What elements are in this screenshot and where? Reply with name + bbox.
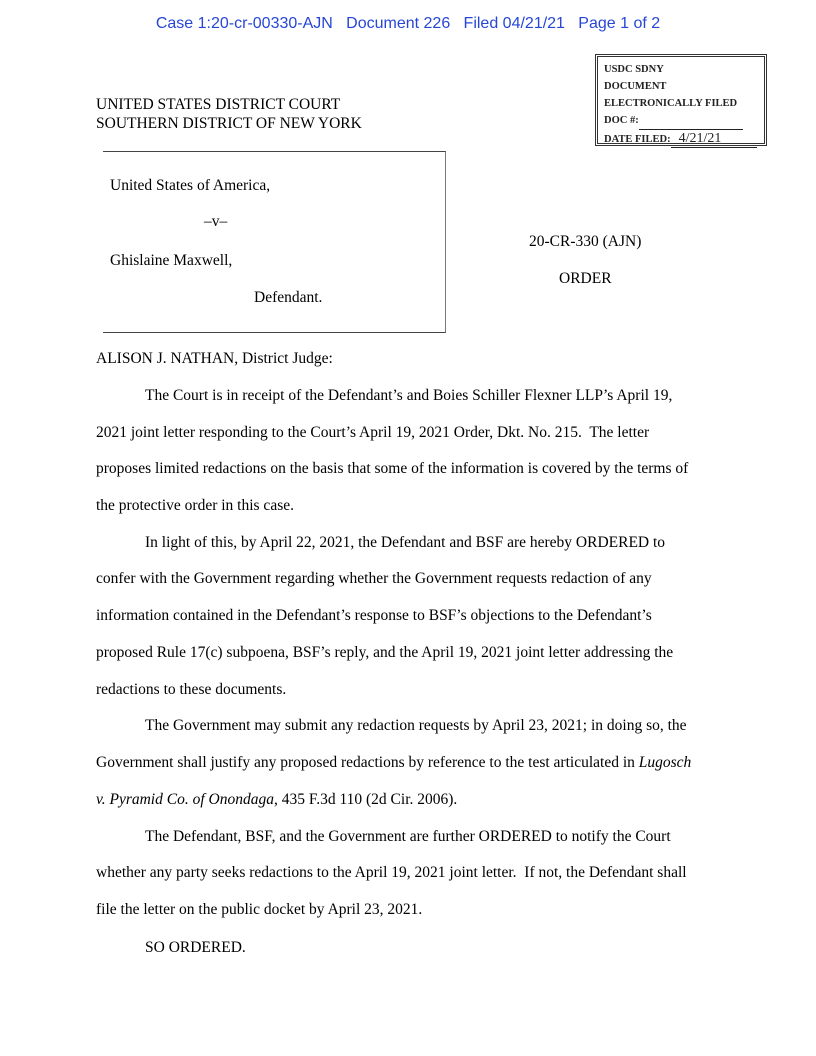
body-line: information contained in the Defendant’s response to BSF’s objections to the Defendant’s — [96, 607, 652, 624]
plaintiff: United States of America, — [110, 177, 271, 194]
closing: SO ORDERED. — [145, 939, 246, 956]
body-line: the protective order in this case. — [96, 497, 294, 514]
body-line: whether any party seeks redactions to the April 19, 2021 joint letter. If not, the Defendant shall — [96, 864, 687, 881]
case-number: 20-CR-330 (AJN) — [529, 233, 642, 250]
filing-header: Case 1:20-cr-00330-AJN Document 226 Filed 04/21/21 Page 1 of 2 — [155, 15, 661, 32]
body-line: redactions to these documents. — [96, 681, 287, 698]
body-line: file the letter on the public docket by April 23, 2021. — [96, 901, 423, 918]
body-text: , 435 F.3d 110 (2d Cir. 2006). — [273, 791, 458, 808]
stamp-line: DOCUMENT — [604, 81, 667, 92]
court-district: SOUTHERN DISTRICT OF NEW YORK — [96, 115, 362, 132]
body-line: 2021 joint letter responding to the Court’s April 19, 2021 Order, Dkt. No. 215. The letter — [96, 424, 650, 441]
stamp-doc-label: DOC #: — [604, 115, 639, 126]
body-line: proposes limited redactions on the basis that some of the information is covered by the terms of — [96, 460, 689, 477]
stamp-date-value: 4/21/21 — [671, 130, 757, 148]
defendant-name: Ghislaine Maxwell, — [110, 252, 233, 269]
stamp-line: ELECTRONICALLY FILED — [604, 98, 738, 109]
body-line: confer with the Government regarding whether the Government requests redaction of any — [96, 570, 652, 587]
body-line: The Government may submit any redaction requests by April 23, 2021; in doing so, the — [145, 717, 687, 734]
judge-line: ALISON J. NATHAN, District Judge: — [96, 350, 333, 367]
document-type: ORDER — [559, 270, 612, 287]
case-citation: v. Pyramid Co. of Onondaga — [96, 791, 274, 808]
defendant-role: Defendant. — [254, 289, 323, 306]
body-line — [96, 791, 457, 809]
filing-stamp — [595, 54, 767, 146]
body-text: Government shall justify any proposed redactions by reference to the test articulated in — [96, 754, 639, 771]
stamp-date-label: DATE FILED: — [604, 134, 671, 145]
body-line — [96, 754, 691, 772]
versus: –v– — [204, 213, 228, 230]
body-line: The Defendant, BSF, and the Government are further ORDERED to notify the Court — [145, 828, 671, 845]
body-line: The Court is in receipt of the Defendant’s and Boies Schiller Flexner LLP’s April 19, — [145, 387, 673, 404]
body-line: In light of this, by April 22, 2021, the Defendant and BSF are hereby ORDERED to — [145, 534, 666, 551]
stamp-line: USDC SDNY — [604, 64, 664, 75]
body-line: proposed Rule 17(c) subpoena, BSF’s reply, and the April 19, 2021 joint letter addressing the — [96, 644, 674, 661]
court-name: UNITED STATES DISTRICT COURT — [96, 96, 341, 113]
case-citation: Lugosch — [638, 754, 692, 771]
